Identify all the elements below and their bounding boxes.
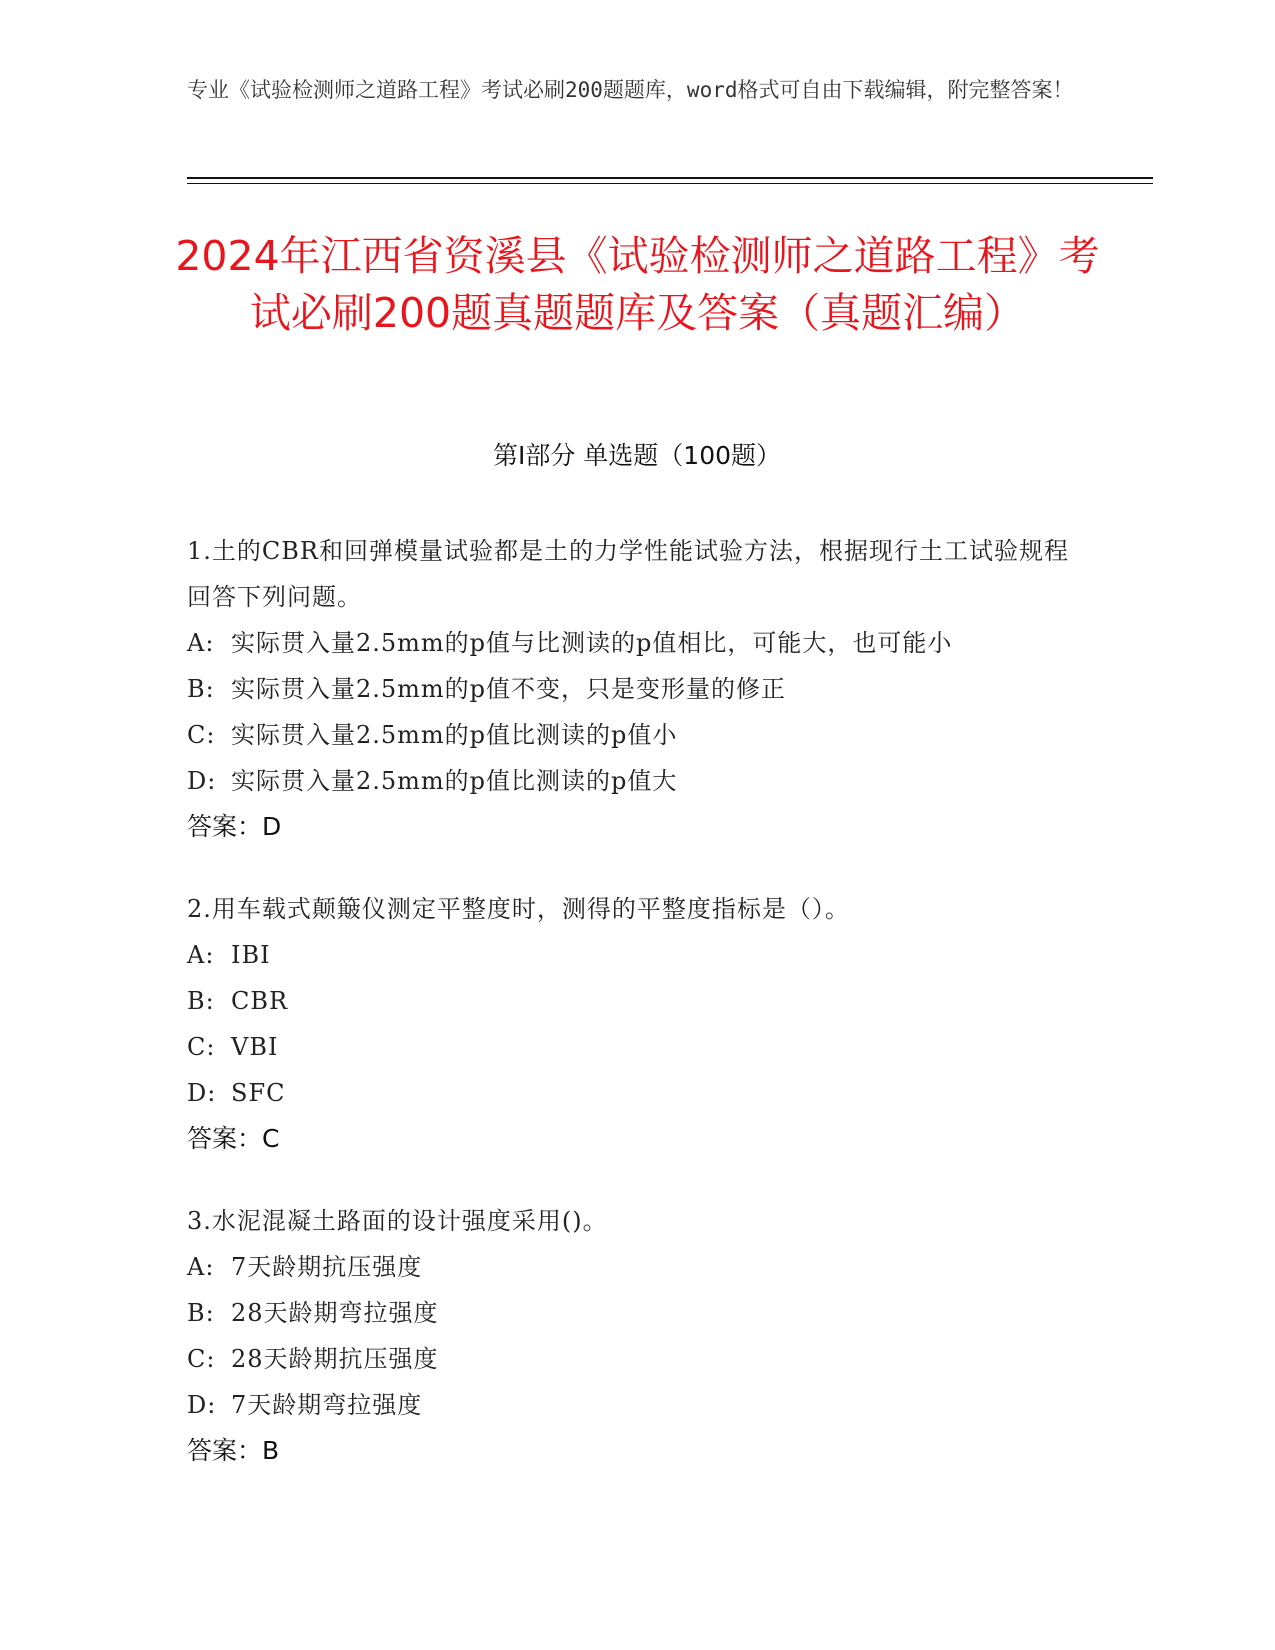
option-letter: D: [187,767,217,795]
question-stem: 3.水泥混凝土路面的设计强度采用()。 [187,1207,608,1235]
option-text: 7天龄期弯拉强度 [231,1391,423,1419]
question-1 [187,528,1087,850]
option-text: 28天龄期抗压强度 [231,1345,439,1373]
option-letter: B: [187,1299,215,1327]
option-text: VBI [231,1033,279,1061]
option-d [187,758,1087,804]
option-text: 实际贯入量2.5mm的p值与比测读的p值相比，可能大，也可能小 [231,629,953,657]
option-letter: A: [187,629,215,657]
option-letter: B: [187,675,215,703]
section-title: 第I部分 单选题（100题） [492,441,782,470]
question-3 [187,1198,1087,1474]
option-letter: B: [187,987,215,1015]
option-letter: D: [187,1079,217,1107]
option-text: 实际贯入量2.5mm的p值比测读的p值小 [231,721,678,749]
option-d [187,1382,1087,1428]
question-stem: 1.土的CBR和回弹模量试验都是土的力学性能试验方法，根据现行土工试验规程回答下列问题。 [187,537,1069,611]
header-divider-thin [187,183,1153,184]
option-c [187,1024,1087,1070]
question-stem: 2.用车载式颠簸仪测定平整度时，测得的平整度指标是（）。 [187,895,850,923]
option-text: 28天龄期弯拉强度 [231,1299,439,1327]
option-text: 实际贯入量2.5mm的p值不变，只是变形量的修正 [231,675,787,703]
option-a [187,1244,1087,1290]
answer-line: 答案：C [187,1124,280,1153]
question-2 [187,886,1087,1162]
option-d [187,1070,1087,1116]
question-list [187,528,1087,1510]
option-letter: A: [187,941,215,969]
option-text: IBI [231,941,271,969]
option-letter: C: [187,721,216,749]
option-letter: C: [187,1345,216,1373]
header-note: 专业《试验检测师之道路工程》考试必刷200题题库，word格式可自由下载编辑，附完整答案！ [187,78,1074,102]
option-b [187,1290,1087,1336]
option-letter: A: [187,1253,215,1281]
option-c [187,1336,1087,1382]
option-text: 7天龄期抗压强度 [231,1253,423,1281]
option-b [187,666,1087,712]
header-divider-thick [187,177,1153,179]
option-a [187,932,1087,978]
option-letter: D: [187,1391,217,1419]
option-text: 实际贯入量2.5mm的p值比测读的p值大 [231,767,678,795]
option-b [187,978,1087,1024]
option-a [187,620,1087,666]
option-c [187,712,1087,758]
answer-line: 答案：B [187,1436,280,1465]
document-title: 2024年江西省资溪县《试验检测师之道路工程》考试必刷200题真题题库及答案（真题汇编） [175,232,1100,337]
option-text: CBR [231,987,289,1015]
option-letter: C: [187,1033,216,1061]
option-text: SFC [231,1079,286,1107]
answer-line: 答案：D [187,812,282,841]
